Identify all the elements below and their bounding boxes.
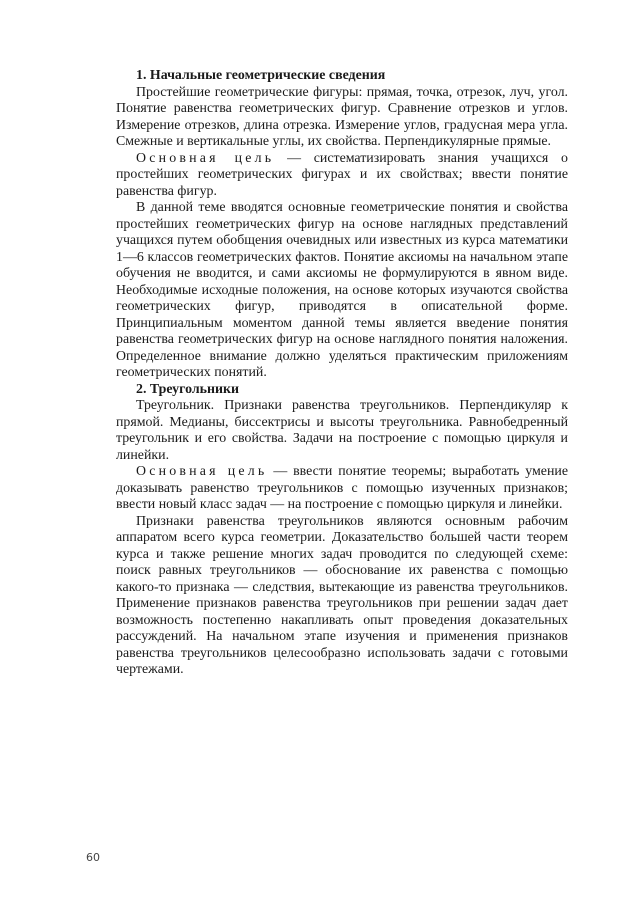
goal-text: — систематизировать знания учащихся о простейших геометрических фигурах и их свойствах; ввести понятие равенства фигур. [116, 150, 568, 199]
section-goal-paragraph [116, 151, 568, 201]
section-description-paragraph: В данной теме вводятся основные геометрические понятия и свойства простейших геометрических фигур на основе наглядных представлений учащихся путем обобщения очевидных или известных из курса математики 1—6 классов геометрических фактов. Понятие аксиомы на начальном этапе обучения не вводится, и сами аксиомы не формулируются в явном виде. Необходимые исходные положения, на основе которых изучаются свойства геометрических фигур, приводятся в описательной форме. Принципиальным моментом данной темы является введение понятия равенства геометрических фигур на основе наглядного понятия наложения. Определенное внимание должно уделяться практическим приложениям геометрических понятий. [116, 200, 568, 380]
section-heading-basic-geometry: 1. Начальные геометрические сведения [136, 68, 386, 83]
goal-label: Основная цель [136, 150, 275, 166]
page-body [116, 68, 568, 679]
section-topics-paragraph: Треугольник. Признаки равенства треугольников. Перпендикуляр к прямой. Медианы, биссектрисы и высоты треугольника. Равнобедренный треугольник и его свойства. Задачи на построение с помощью циркуля и линейки. [116, 398, 568, 463]
goal-text: — ввести понятие теоремы; выработать умение доказывать равенство треугольников с помощью изученных признаков; ввести новый класс задач — на построение с помощью циркуля и линейки. [116, 464, 569, 512]
goal-label: Основная цель [136, 464, 268, 479]
section-goal-paragraph [116, 464, 568, 514]
page-number: 60 [86, 851, 100, 864]
section-topics-paragraph: Простейшие геометрические фигуры: прямая, точка, отрезок, луч, угол. Понятие равенства геометрических фигур. Сравнение отрезков и углов. Измерение отрезков, длина отрезка. Измерение углов, градусная мера угла. Смежные и вертикальные углы, их свойства. Перпендикулярные прямые. [116, 84, 568, 149]
section-heading-triangles: 2. Треугольники [136, 381, 239, 397]
section-description-paragraph: Признаки равенства треугольников являются основным рабочим аппаратом всего курса геометрии. Доказательство большей части теорем курса и также решение многих задач проводится по следующей схеме: поиск равных треугольников — обоснование их равенства с помощью какого-то признака — следствия, вытекающие из равенства треугольников. Применение признаков равенства треугольников при решении задач дает возможность постепенно накапливать опыт проведения доказательных рассуждений. На начальном этапе изучения и применения признаков равенства треугольников целесообразно использовать задачи с готовыми чертежами. [116, 513, 568, 677]
